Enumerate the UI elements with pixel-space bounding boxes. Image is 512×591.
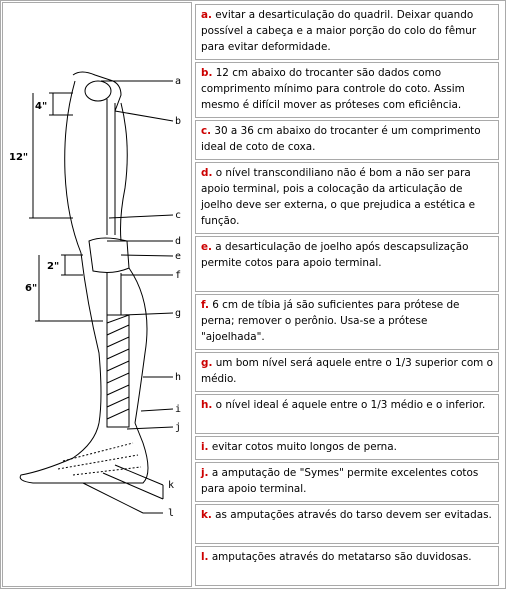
- note-e: e. a desarticulação de joelho após descapsulização permite cotos para apoio terminal.: [195, 236, 499, 292]
- note-g: g. um bom nível será aquele entre o 1/3 superior com o médio.: [195, 352, 499, 392]
- dim-6in-bracket: [35, 255, 103, 321]
- thigh-back-outline: [121, 103, 128, 241]
- hip-outline: [73, 72, 121, 111]
- leader-i: [141, 409, 173, 411]
- thigh-front-outline: [65, 81, 81, 253]
- label-b: b: [175, 116, 182, 127]
- dim-2in-bracket: [61, 255, 83, 275]
- leader-j: [127, 427, 173, 429]
- leader-k: [103, 465, 163, 499]
- note-l: l. amputações através do metatarso são duvidosas.: [195, 546, 499, 586]
- note-b: b. 12 cm abaixo do trocanter são dados como comprimento mínimo para controle do coto. Assim mesmo é difícil mover as próteses com eficiência.: [195, 62, 499, 118]
- note-j: j. a amputação de "Symes" permite excelentes cotos para apoio terminal.: [195, 462, 499, 502]
- dim-label-12in: 12": [9, 152, 29, 163]
- dim-label-6in: 6": [25, 283, 38, 294]
- note-c: c. 30 a 36 cm abaixo do trocanter é um comprimento ideal de coto de coxa.: [195, 120, 499, 160]
- notes-column: [195, 2, 504, 587]
- label-g: g: [175, 308, 182, 319]
- label-l: l: [168, 508, 175, 519]
- label-e: e: [175, 251, 182, 262]
- label-i: i: [175, 404, 182, 415]
- leader-e: [121, 255, 173, 256]
- label-j: j: [175, 422, 182, 433]
- label-c: c: [175, 210, 182, 221]
- note-h: h. o nível ideal é aquele entre o 1/3 médio e o inferior.: [195, 394, 499, 434]
- tibia-hatching: [107, 315, 129, 419]
- label-d: d: [175, 236, 182, 247]
- femoral-head: [85, 81, 111, 101]
- dim-label-2in: 2": [47, 261, 60, 272]
- foot-outline: [20, 423, 148, 483]
- leg-front-outline: [81, 253, 101, 423]
- leader-c: [109, 215, 173, 218]
- label-h: h: [175, 372, 182, 383]
- leader-g: [123, 313, 173, 315]
- label-f: f: [175, 270, 182, 281]
- note-i: i. evitar cotos muito longos de perna.: [195, 436, 499, 460]
- label-k: k: [168, 480, 175, 491]
- note-a: a. evitar a desarticulação do quadril. Deixar quando possível a cabeça e a maior porção do colo do fêmur para evitar deformidade.: [195, 4, 499, 60]
- dim-label-4in: 4": [35, 101, 48, 112]
- note-f: f. 6 cm de tíbia já são suficientes para prótese de perna; remover o perônio. Usa-se a prótese "ajoelhada".: [195, 294, 499, 350]
- label-a: a: [175, 76, 182, 87]
- leader-l: [83, 483, 163, 513]
- note-d: d. o nível transcondiliano não é bom a não ser para apoio terminal, pois a colocação da articulação de joelho deve ser externa, o que prejudica a estética e função.: [195, 162, 499, 234]
- leg-back-outline: [129, 268, 147, 423]
- upper-tibia: [107, 273, 121, 315]
- leg-amputation-diagram: [3, 3, 193, 588]
- note-k: k. as amputações através do tarso devem ser evitadas.: [195, 504, 499, 544]
- leg-amputation-diagram-cell: [2, 2, 192, 587]
